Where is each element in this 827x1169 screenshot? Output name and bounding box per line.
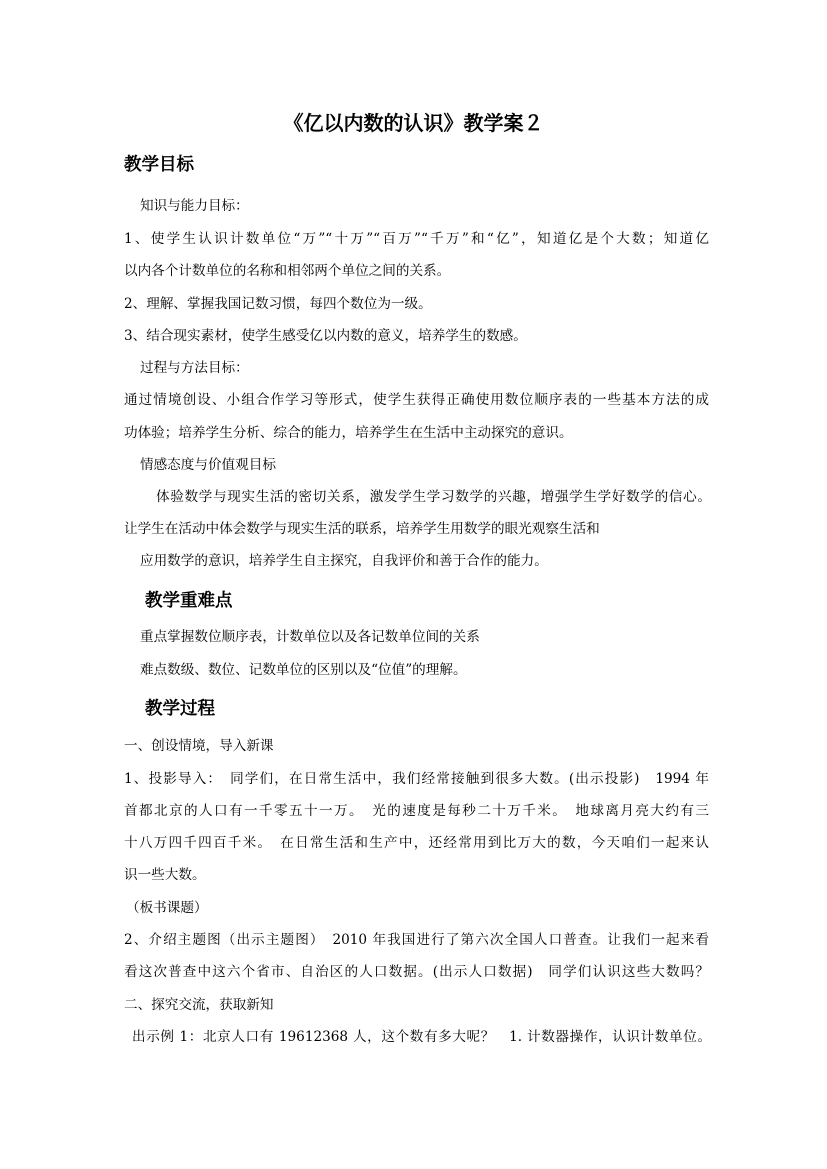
step-1-board-note: （板书课题） <box>126 900 208 916</box>
step-1-line-4: 识一些大数。 <box>124 867 206 883</box>
key-points-heading: 教学重难点 <box>145 591 233 611</box>
process-heading: 教学过程 <box>145 699 215 719</box>
emotion-line-3: 应用数学的意识，培养学生自主探究，自我评价和善于合作的能力。 <box>140 553 548 569</box>
step-2-line-1: 2、介绍主题图（出示主题图） 2010 年我国进行了第六次全国人口普查。让我们一起来看 <box>124 932 709 948</box>
step-1-line-3: 十八万四千四百千米。 在日常生活和生产中，还经常用到比万大的数，今天咱们一起来认 <box>124 835 709 851</box>
step-1-line-1: 1、投影导入： 同学们，在日常生活中，我们经常接触到很多大数。(出示投影) 1994 年 <box>124 771 709 787</box>
goal-1-line-1: 1、使学生认识计数单位“万”“十万”“百万”“千万”和“亿”，知道亿是个大数；知道亿 <box>124 231 709 247</box>
goals-heading: 教学目标 <box>124 155 194 175</box>
key-point-2: 难点数级、数位、记数单位的区别以及“位值”的理解。 <box>140 662 467 678</box>
process-subheading: 过程与方法目标： <box>140 360 249 376</box>
step-3-line-1: 出示例 1：北京人口有 19612368 人，这个数有多大呢？ 1. 计数器操作，认识计数单位。 <box>132 1029 711 1045</box>
goal-3: 3、结合现实素材，使学生感受亿以内数的意义，培养学生的数感。 <box>124 328 527 344</box>
step-3-title: 二、探究交流，获取新知 <box>124 997 274 1013</box>
key-point-1: 重点掌握数位顺序表，计数单位以及各记数单位间的关系 <box>140 629 480 645</box>
process-line-2: 功体验；培养学生分析、综合的能力，培养学生在生活中主动探究的意识。 <box>124 425 573 441</box>
emotion-subheading: 情感态度与价值观目标 <box>140 457 276 473</box>
emotion-line-1: 体验数学与现实生活的密切关系，激发学生学习数学的兴趣，增强学生学好数学的信心。 <box>156 489 711 505</box>
emotion-line-2: 让学生在活动中体会数学与现实生活的联系，培养学生用数学的眼光观察生活和 <box>124 521 600 537</box>
step-1-line-2: 首都北京的人口有一千零五十一万。 光的速度是每秒二十万千米。 地球离月亮大约有三 <box>124 803 709 819</box>
step-1-title: 一、创设情境，导入新课 <box>124 738 274 754</box>
page-title: 《亿以内数的认识》教学案２ <box>283 111 544 135</box>
step-2-line-2: 看这次普查中这六个省市、自治区的人口数据。(出示人口数据) 同学们认识这些大数吗？ <box>124 964 709 980</box>
goal-1-line-2: 以内各个计数单位的名称和相邻两个单位之间的关系。 <box>124 263 451 279</box>
knowledge-subheading: 知识与能力目标： <box>140 198 249 214</box>
goal-2: 2、理解、掌握我国记数习惯，每四个数位为一级。 <box>124 296 432 312</box>
process-line-1: 通过情境创设、小组合作学习等形式，使学生获得正确使用数位顺序表的一些基本方法的成 <box>124 392 709 408</box>
